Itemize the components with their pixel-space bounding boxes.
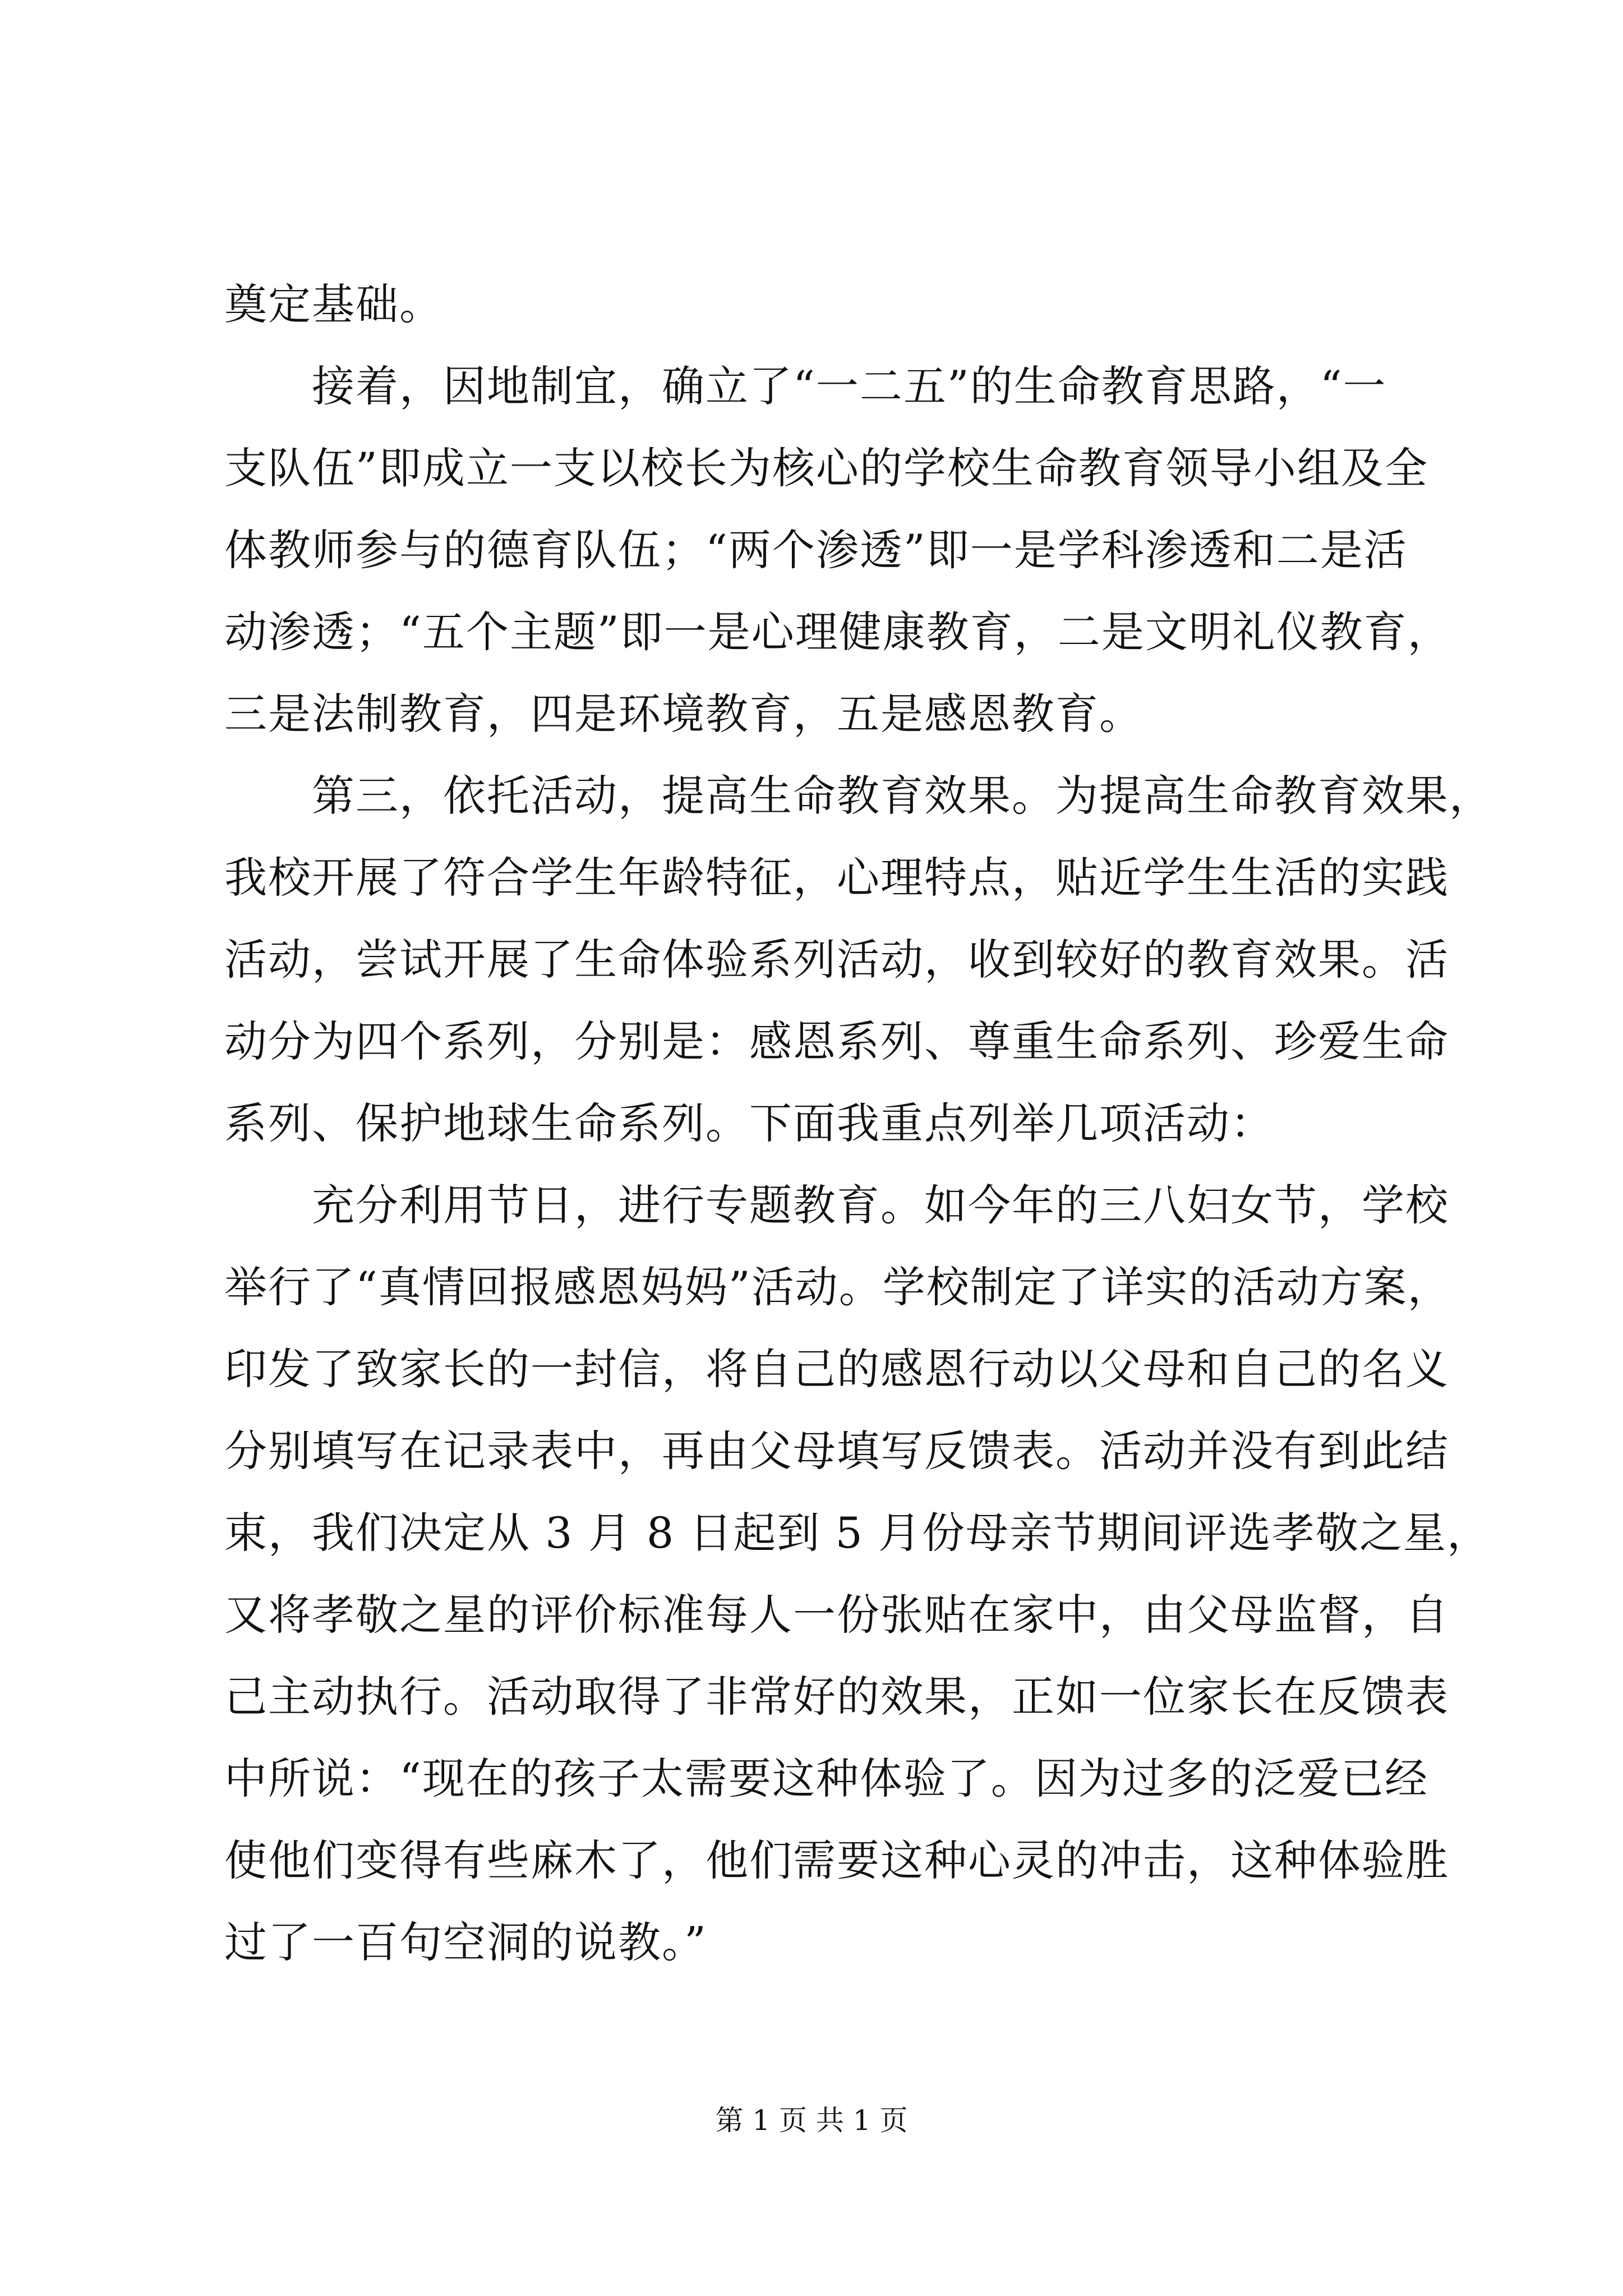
text-line: 三是法制教育，四是环境教育，五是感恩教育。 [224, 689, 1143, 739]
body-text [224, 264, 1493, 1984]
text-line: 中所说：“现在的孩子太需要这种体验了。因为过多的泛爱已经 [224, 1754, 1428, 1803]
text-line: 束，我们决定从 3 月 8 日起到 5 月份母亲节期间评选孝敬之星， [224, 1508, 1491, 1558]
text-line: 举行了“真情回报感恩妈妈”活动。学校制定了详实的活动方案， [224, 1262, 1451, 1312]
text-line: 动分为四个系列，分别是：感恩系列、尊重生命系列、珍爱生命 [224, 1016, 1449, 1066]
text-line: 又将孝敬之星的评价标准每人一份张贴在家中，由父母监督，自 [224, 1590, 1449, 1640]
text-line: 接着，因地制宜，确立了“一二五”的生命教育思路，“一 [224, 361, 1387, 411]
text-line: 己主动执行。活动取得了非常好的效果，正如一位家长在反馈表 [224, 1672, 1449, 1722]
text-line: 使他们变得有些麻木了，他们需要这种心灵的冲击，这种体验胜 [224, 1835, 1449, 1885]
text-line: 支队伍”即成立一支以校长为核心的学校生命教育领导小组及全 [224, 443, 1428, 493]
text-line: 分别填写在记录表中，再由父母填写反馈表。活动并没有到此结 [224, 1426, 1449, 1476]
text-line: 奠定基础。 [224, 279, 443, 329]
text-line: 动渗透；“五个主题”即一是心理健康教育，二是文明礼仪教育， [224, 607, 1451, 657]
text-line: 过了一百句空洞的说教。” [224, 1917, 707, 1967]
text-line: 系列、保护地球生命系列。下面我重点列举几项活动： [224, 1098, 1274, 1148]
text-line: 充分利用节日，进行专题教育。如今年的三八妇女节，学校 [224, 1180, 1449, 1230]
text-line: 我校开展了符合学生年龄特征，心理特点，贴近学生生活的实践 [224, 853, 1449, 903]
text-line: 第三，依托活动，提高生命教育效果。为提高生命教育效果， [224, 771, 1493, 821]
text-line: 印发了致家长的一封信，将自己的感恩行动以父母和自己的名义 [224, 1344, 1449, 1394]
text-line: 体教师参与的德育队伍；“两个渗透”即一是学科渗透和二是活 [224, 525, 1408, 575]
page-number-footer: 第 1 页 共 1 页 [715, 2104, 908, 2137]
text-line: 活动，尝试开展了生命体验系列活动，收到较好的教育效果。活 [224, 935, 1449, 984]
